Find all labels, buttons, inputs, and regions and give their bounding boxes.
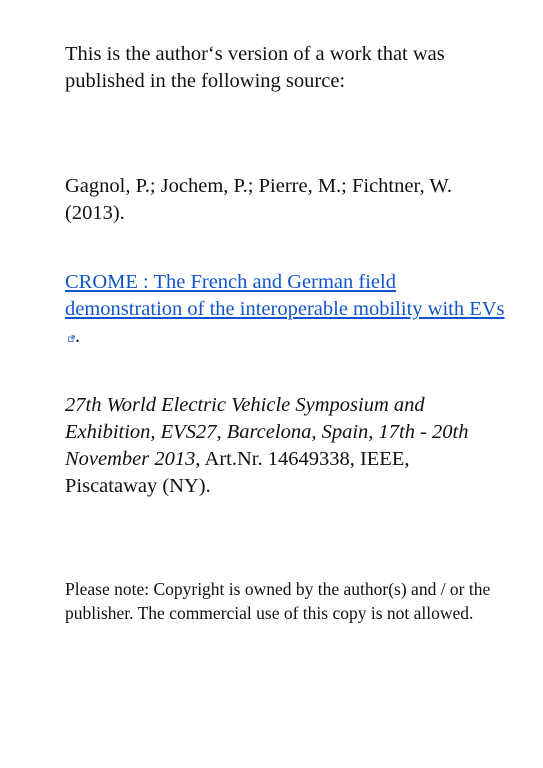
source-rest-text: , Art.Nr. 14649338, IEEE, Piscataway (NY). xyxy=(65,448,410,497)
citation-source xyxy=(65,392,505,500)
title-suffix: . xyxy=(75,325,81,347)
title-link-text: CROME : The French and German field demonstration of the interoperable mobility with EVs xyxy=(65,271,505,320)
citation-authors xyxy=(65,173,505,227)
copyright-note-text: Please note: Copyright is owned by the author(s) and / or the publisher. The commercial use of this copy is not allowed. xyxy=(65,579,491,623)
authors-year-text: Gagnol, P.; Jochem, P.; Pierre, M.; Fichtner, W. (2013). xyxy=(65,175,452,224)
intro-text: This is the author‘s version of a work that was published in the following source: xyxy=(65,43,445,92)
title-link[interactable] xyxy=(65,271,505,347)
source-italic-text: 27th World Electric Vehicle Symposium and Exhibition, EVS27, Barcelona, Spain, 17th - 20th November 2013 xyxy=(65,394,469,470)
citation-title xyxy=(65,269,505,350)
copyright-note xyxy=(65,577,505,625)
intro-paragraph xyxy=(65,41,505,95)
external-link-icon xyxy=(68,335,75,342)
